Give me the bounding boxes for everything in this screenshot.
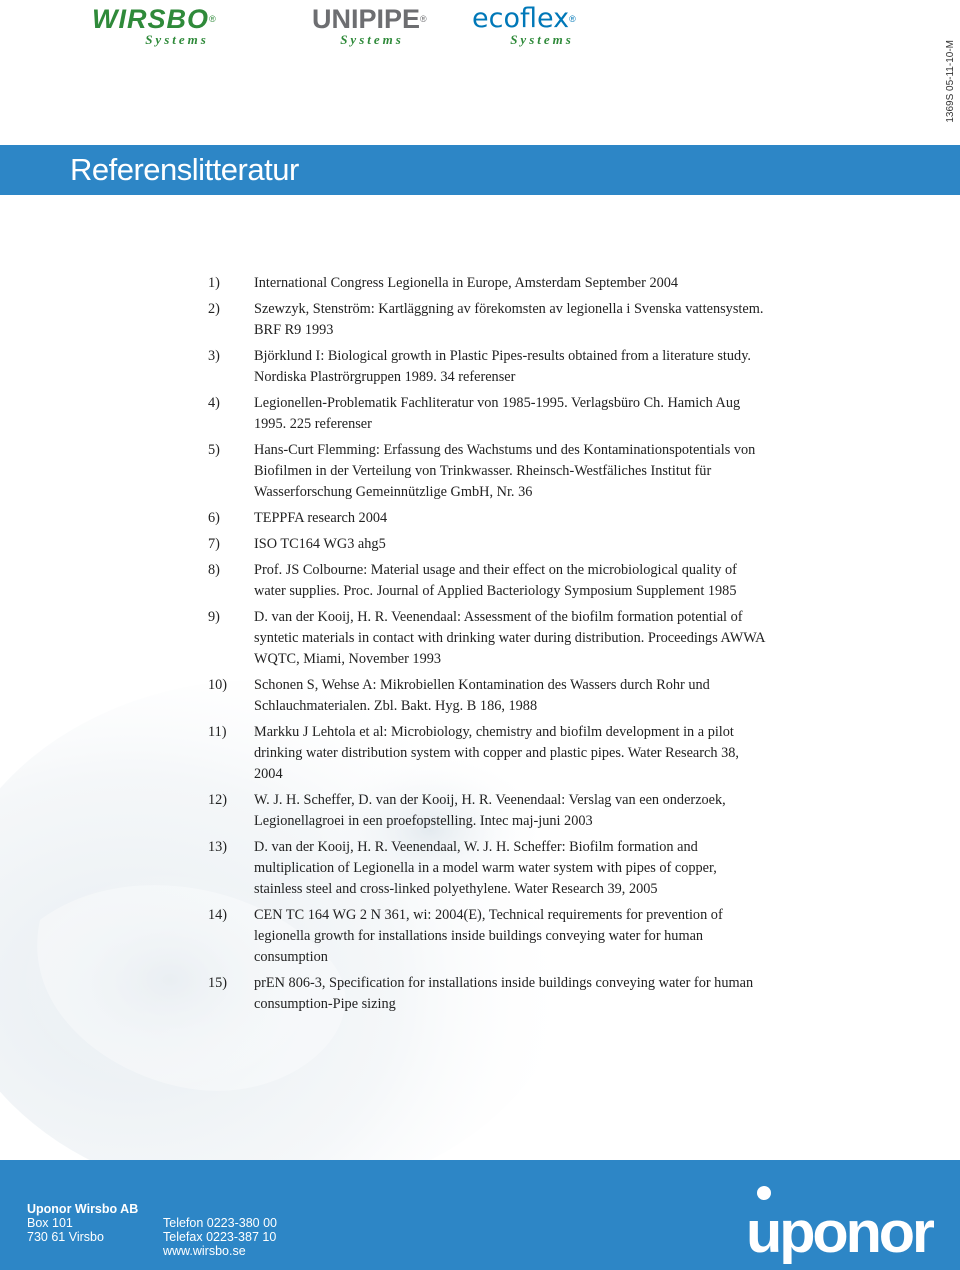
list-item <box>208 508 768 529</box>
uponor-logo-text: uponor <box>746 1200 934 1265</box>
registered-mark: ® <box>420 14 427 24</box>
reference-number: 15) <box>208 975 228 991</box>
list-item <box>208 790 768 832</box>
list-item <box>208 607 768 670</box>
list-item <box>208 722 768 785</box>
wirsbo-logo-sub: Systems <box>145 32 209 47</box>
header-logos <box>0 0 960 140</box>
list-item <box>208 393 768 435</box>
reference-text: Schonen S, Wehse A: Mikrobiellen Kontamination des Wassers durch Rohr und Schlauchmaterialen. Zbl. Bakt. Hyg. B 186, 1988 <box>254 677 710 714</box>
reference-number: 14) <box>208 907 228 923</box>
list-item <box>208 299 768 341</box>
reference-text: Markku J Lehtola et al: Microbiology, chemistry and biofilm development in a pilot drinking water distribution system with copper and plastic pipes. Water Research 38, 2004 <box>254 724 739 782</box>
company-name: Uponor Wirsbo AB <box>27 1202 139 1216</box>
list-item <box>208 534 768 555</box>
footer-contact <box>163 1216 277 1258</box>
unipipe-logo <box>312 5 432 47</box>
reference-text: W. J. H. Scheffer, D. van der Kooij, H. R. Veenendaal: Verslag van een onderzoek, Legionellagroei in een proefopstelling. Intec maj-juni 2003 <box>254 792 726 829</box>
fax-number: Telefax 0223-387 10 <box>163 1230 277 1244</box>
list-item <box>208 973 768 1015</box>
reference-text: ISO TC164 WG3 ahg5 <box>254 536 386 552</box>
reference-text: D. van der Kooij, H. R. Veenendaal, W. J. H. Scheffer: Biofilm formation and multiplication of Legionella in a model warm water system with pipes of copper, stainless steel and cross-linked polyethylene. Water Research 39, 2005 <box>254 839 717 897</box>
reference-text: Szewzyk, Stenström: Kartläggning av förekomsten av legionella i Svenska vattensystem. BRF R9 1993 <box>254 301 764 338</box>
list-item <box>208 346 768 388</box>
reference-text: Prof. JS Colbourne: Material usage and their effect on the microbiological quality of water supplies. Proc. Journal of Applied Bacteriology Symposium Supplement 1985 <box>254 562 737 599</box>
unipipe-logo-name: UNIPIPE <box>312 4 421 34</box>
title-band <box>0 145 960 195</box>
wirsbo-logo-name: WIRSBO <box>92 4 209 34</box>
reference-number: 1) <box>208 275 220 291</box>
uponor-logo-dot <box>757 1186 771 1200</box>
ecoflex-logo-name: ecoflex <box>472 3 570 34</box>
reference-number: 13) <box>208 839 228 855</box>
reference-number: 8) <box>208 562 220 578</box>
reference-list <box>208 273 768 1020</box>
document-code: 1369S 05-11-10-M <box>945 40 956 123</box>
footer-address <box>27 1202 138 1244</box>
list-item <box>208 905 768 968</box>
unipipe-logo-sub: Systems <box>340 32 404 47</box>
registered-mark: ® <box>209 14 217 24</box>
list-item <box>208 273 768 294</box>
postal-box: Box 101 <box>27 1216 73 1230</box>
reference-number: 10) <box>208 677 228 693</box>
list-item <box>208 440 768 503</box>
list-item <box>208 675 768 717</box>
reference-number: 4) <box>208 395 220 411</box>
reference-number: 6) <box>208 510 220 526</box>
list-item <box>208 560 768 602</box>
reference-number: 5) <box>208 442 220 458</box>
reference-text: Hans-Curt Flemming: Erfassung des Wachstums und des Kontaminationspotentials von Biofilmen in der Verteilung von Trinkwasser. Rheinsch-Westfäliches Institut für Wasserforschung Gemeinnützlige GmbH, Nr. 36 <box>254 442 756 500</box>
phone-number: Telefon 0223-380 00 <box>163 1216 277 1230</box>
reference-number: 9) <box>208 609 220 625</box>
ecoflex-logo <box>472 5 612 47</box>
reference-number: 3) <box>208 348 220 364</box>
reference-text: International Congress Legionella in Europe, Amsterdam September 2004 <box>254 275 679 291</box>
reference-text: Legionellen-Problematik Fachliteratur von 1985-1995. Verlagsbüro Ch. Hamich Aug 1995. 225 referenser <box>254 395 741 432</box>
website-link[interactable]: www.wirsbo.se <box>163 1244 246 1258</box>
reference-text: D. van der Kooij, H. R. Veenendaal: Assessment of the biofilm formation potential of syntetic materials in contact with drinking water during distribution. Proceedings AWWA WQTC, Miami, November 1993 <box>254 609 765 667</box>
reference-number: 7) <box>208 536 220 552</box>
reference-text: TEPPFA research 2004 <box>254 510 388 526</box>
registered-mark: ® <box>569 14 576 24</box>
reference-number: 12) <box>208 792 228 808</box>
wirsbo-logo <box>92 5 262 47</box>
footer <box>0 1160 960 1270</box>
reference-number: 11) <box>208 724 227 740</box>
page-title: Referenslitteratur <box>70 152 299 187</box>
reference-number: 2) <box>208 301 220 317</box>
reference-text: prEN 806-3, Specification for installations inside buildings conveying water for human consumption-Pipe sizing <box>254 975 754 1012</box>
uponor-logo <box>746 1182 934 1266</box>
ecoflex-logo-sub: Systems <box>510 32 574 47</box>
reference-text: Björklund I: Biological growth in Plastic Pipes-results obtained from a literature study. Nordiska Plaströrgruppen 1989. 34 referenser <box>254 348 751 385</box>
list-item <box>208 837 768 900</box>
reference-text: CEN TC 164 WG 2 N 361, wi: 2004(E), Technical requirements for prevention of legionella growth for installations inside buildings conveying water for human consumption <box>254 907 723 965</box>
postal-city: 730 61 Virsbo <box>27 1230 104 1244</box>
